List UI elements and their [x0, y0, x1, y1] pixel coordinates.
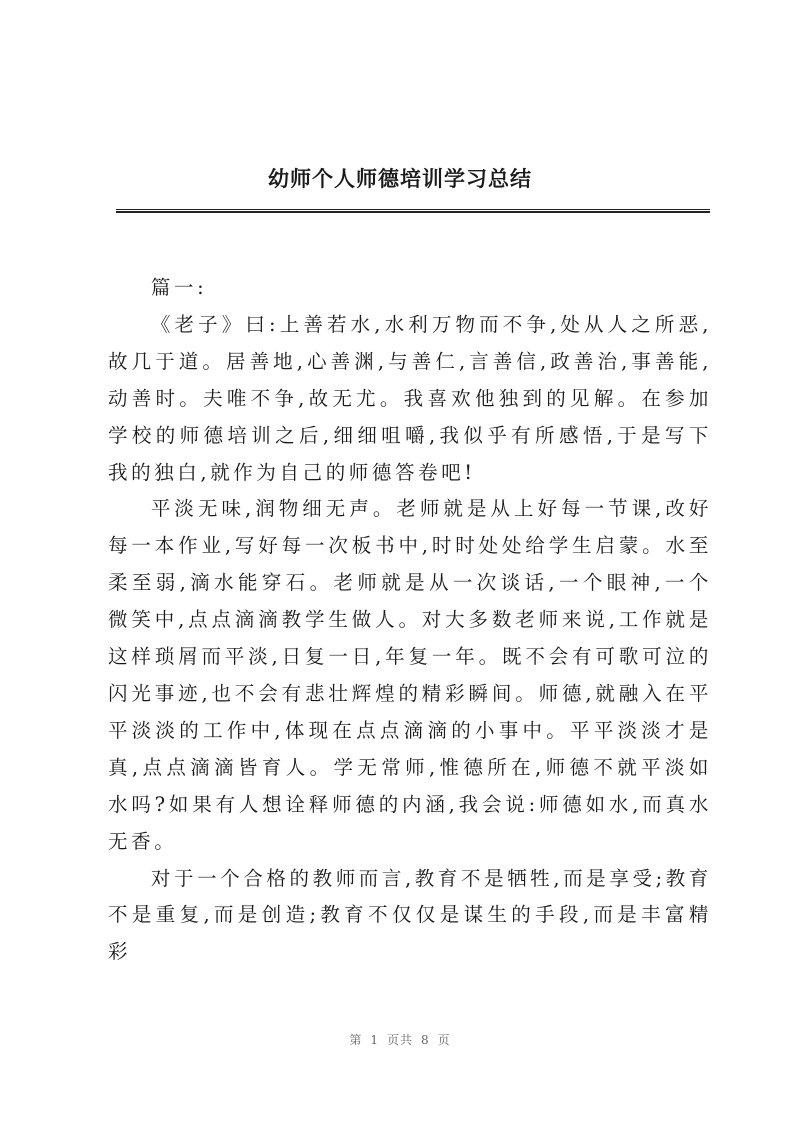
footer-middle: 页共	[386, 1033, 413, 1047]
page-number: 1	[370, 1033, 379, 1047]
document-title: 幼师个人师德培训学习总结	[268, 166, 532, 191]
total-pages: 8	[421, 1033, 430, 1047]
paragraph: 平淡无味,润物细无声。老师就是从上好每一节课,改好每一本作业,写好每一次板书中,时时处处给学生启蒙。水至柔至弱,滴水能穿石。老师就是从一次谈话,一个眼神,一个微笑中,点点滴滴教学生做人。对大多数老师来说,工作就是这样琐屑而平淡,日复一日,年复一年。既不会有可歌可泣的闪光事迹,也不会有悲壮辉煌的精彩瞬间。师德,就融入在平平淡淡的工作中,体现在点点滴滴的小事中。平平淡淡才是真,点点滴滴皆育人。学无常师,惟德所在,师德不就平淡如水吗?如果有人想诠释师德的内涵,我会说:师德如水,而真水无香。	[108, 497, 712, 853]
document-body	[108, 270, 712, 971]
paragraph: 《老子》曰:上善若水,水利万物而不争,处从人之所恶,故几于道。居善地,心善渊,与善仁,言善信,政善治,事善能,动善时。夫唯不争,故无尤。我喜欢他独到的见解。在参加学校的师德培训之后,细细咀嚼,我似乎有所感悟,于是写下我的独白,就作为自己的师德答卷吧!	[108, 312, 712, 484]
paragraph: 对于一个合格的教师而言,教育不是牺牲,而是享受;教育不是重复,而是创造;教育不仅仅是谋生的手段,而是丰富精彩	[108, 866, 712, 964]
title-divider	[116, 209, 710, 213]
footer-prefix: 第	[349, 1033, 363, 1047]
section-heading: 篇一:	[150, 276, 208, 299]
footer-suffix: 页	[437, 1033, 451, 1047]
page-footer	[0, 1031, 800, 1048]
